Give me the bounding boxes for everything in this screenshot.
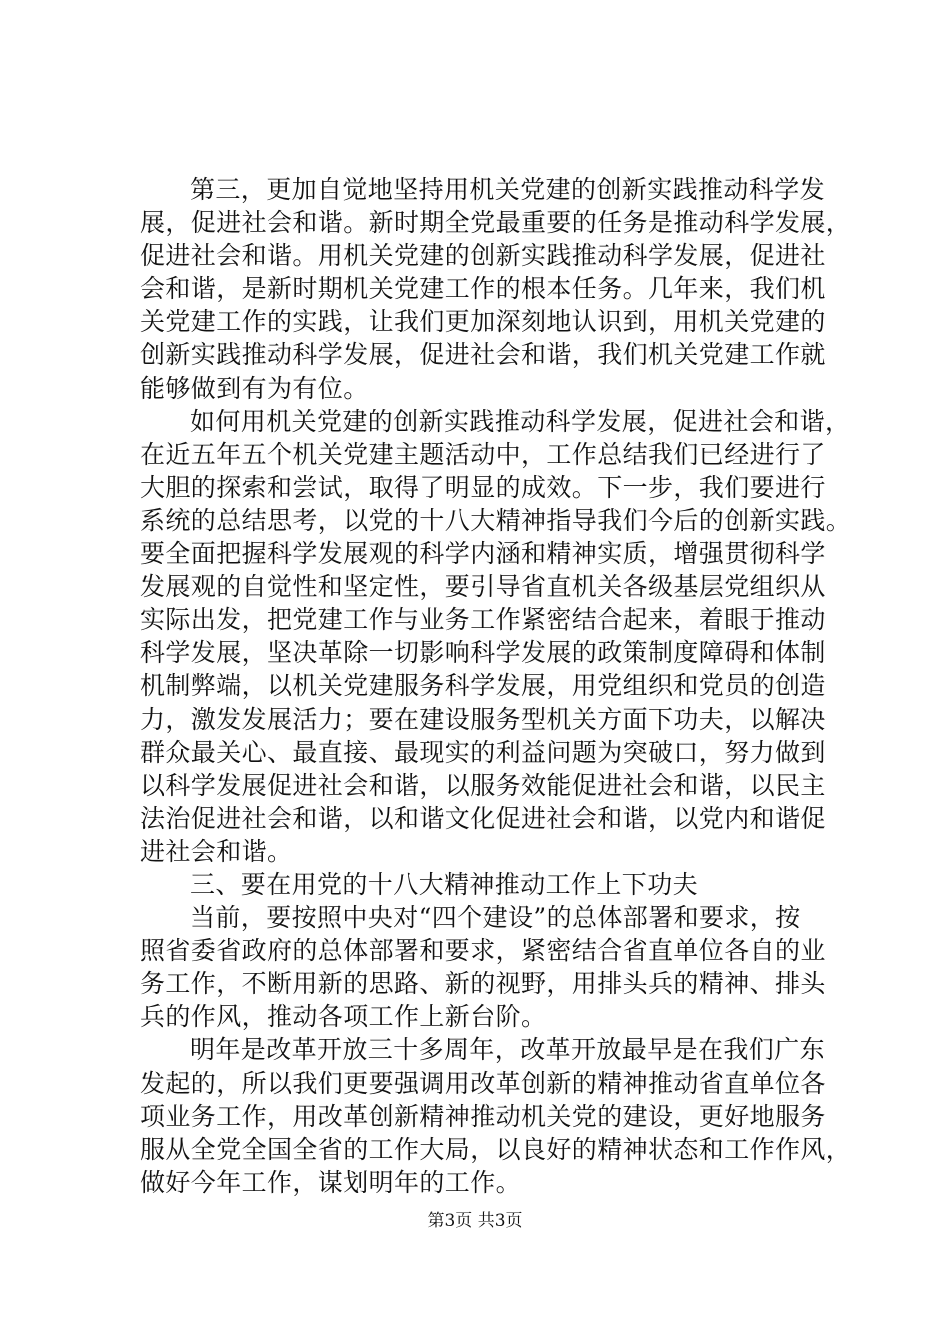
paragraph-line: 服从全党全国全省的工作大局，以良好的精神状态和工作作风， <box>140 1134 852 1164</box>
paragraph-line: 当前，要按照中央对“四个建设”的总体部署和要求，按 <box>190 903 801 933</box>
paragraph-line: 发起的，所以我们更要强调用改革创新的精神推动省直单位各 <box>140 1068 826 1098</box>
paragraph-line: 兵的作风，推动各项工作上新台阶。 <box>140 1002 547 1032</box>
section-heading: 三、要在用党的十八大精神推动工作上下功夫 <box>190 869 699 899</box>
paragraph-line: 进社会和谐。 <box>140 836 293 866</box>
document-body <box>140 173 852 1199</box>
paragraph-line: 实际出发，把党建工作与业务工作紧密结合起来，着眼于推动 <box>140 605 826 635</box>
paragraph-line: 关党建工作的实践，让我们更加深刻地认识到，用机关党建的 <box>140 307 826 337</box>
paragraph-line: 第三，更加自觉地坚持用机关党建的创新实践推动科学发 <box>190 175 826 204</box>
paragraph-line: 法治促进社会和谐，以和谐文化促进社会和谐，以党内和谐促 <box>140 803 826 833</box>
paragraph-line: 项业务工作，用改革创新精神推动机关党的建设，更好地服务 <box>140 1101 826 1131</box>
paragraph-line: 科学发展，坚决革除一切影响科学发展的政策制度障碍和体制 <box>140 638 826 668</box>
paragraph-line: 大胆的探索和尝试，取得了明显的成效。下一步，我们要进行 <box>140 472 826 502</box>
paragraph-line: 在近五年五个机关党建主题活动中，工作总结我们已经进行了 <box>140 439 826 469</box>
paragraph-line: 照省委省政府的总体部署和要求，紧密结合省直单位各自的业 <box>140 936 826 966</box>
paragraph-line: 以科学发展促进社会和谐，以服务效能促进社会和谐，以民主 <box>140 770 826 800</box>
page-footer <box>0 1209 950 1233</box>
paragraph-line: 力，激发发展活力；要在建设服务型机关方面下功夫，以解决 <box>140 704 826 734</box>
paragraph-line: 创新实践推动科学发展，促进社会和谐，我们机关党建工作就 <box>140 340 826 370</box>
paragraph-line: 做好今年工作，谋划明年的工作。 <box>140 1167 522 1197</box>
paragraph-line: 会和谐，是新时期机关党建工作的根本任务。几年来，我们机 <box>140 274 826 304</box>
paragraph-line: 明年是改革开放三十多周年，改革开放最早是在我们广东 <box>190 1035 826 1065</box>
paragraph-line: 群众最关心、最直接、最现实的利益问题为突破口，努力做到 <box>140 737 826 767</box>
paragraph-line: 展，促进社会和谐。新时期全党最重要的任务是推动科学发展， <box>140 208 852 238</box>
paragraph-line: 能够做到有为有位。 <box>140 373 369 403</box>
paragraph-line: 务工作，不断用新的思路、新的视野，用排头兵的精神、排头 <box>140 969 826 999</box>
paragraph-line: 如何用机关党建的创新实践推动科学发展，促进社会和谐， <box>190 406 851 436</box>
paragraph-line: 系统的总结思考，以党的十八大精神指导我们今后的创新实践。 <box>140 505 852 535</box>
paragraph-line: 要全面把握科学发展观的科学内涵和精神实质，增强贯彻科学 <box>140 539 826 569</box>
paragraph-line: 机制弊端，以机关党建服务科学发展，用党组织和党员的创造 <box>140 671 826 701</box>
paragraph-line: 促进社会和谐。用机关党建的创新实践推动科学发展，促进社 <box>140 241 826 271</box>
page-number-label: 第3页 共3页 <box>427 1211 523 1231</box>
paragraph-line: 发展观的自觉性和坚定性，要引导省直机关各级基层党组织从 <box>140 572 826 602</box>
